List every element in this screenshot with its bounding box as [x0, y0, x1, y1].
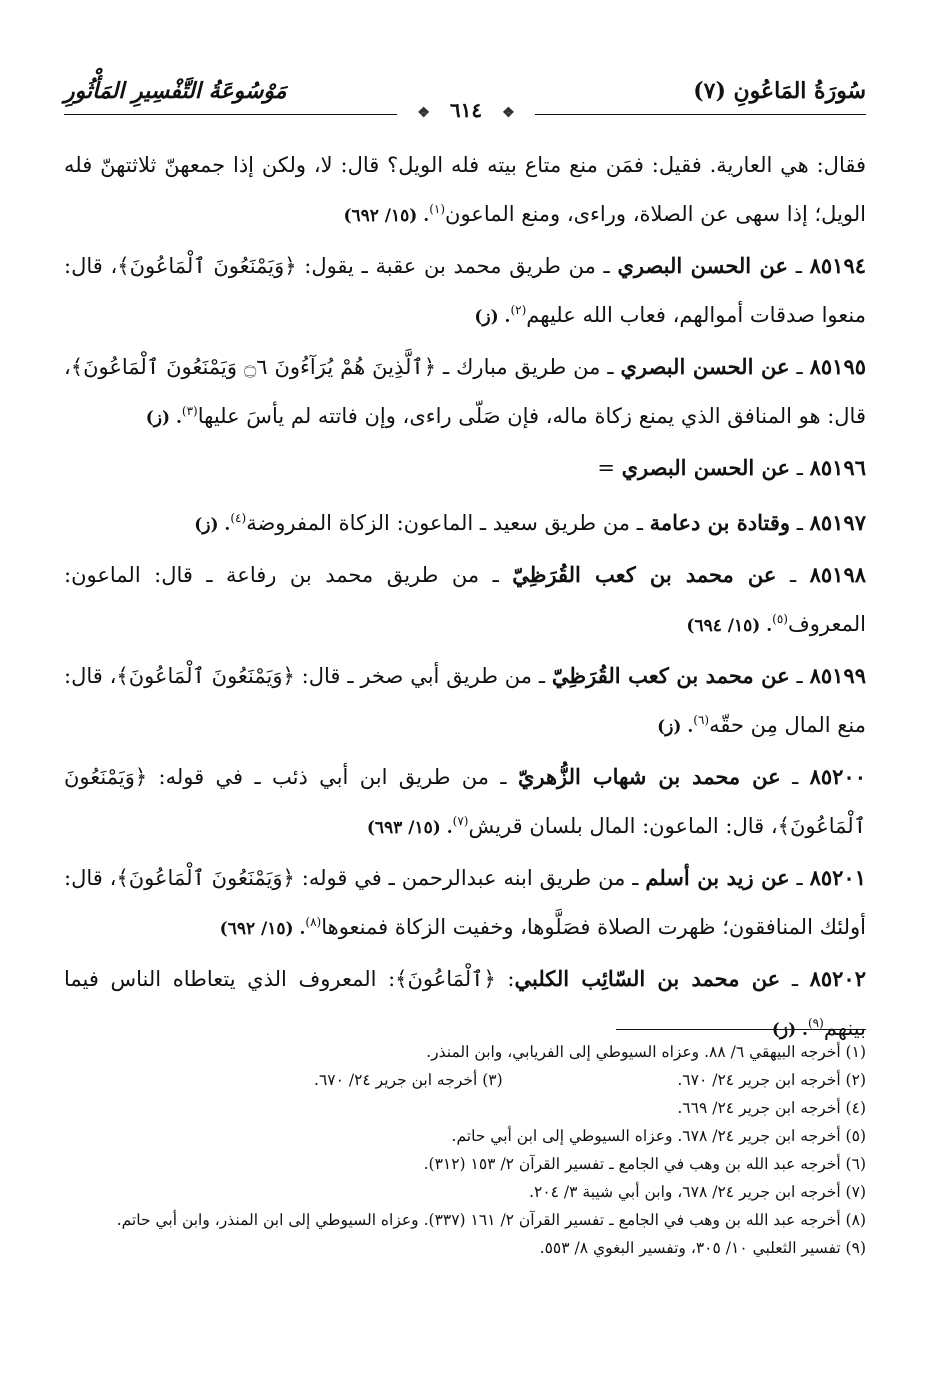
volume-reference: . (ز) [194, 515, 231, 535]
footnote-marker: (٦) [693, 713, 710, 727]
narration-item: ٨٥١٩٨ ـ عن محمد بن كعب القُرَظِيّ ـ من طريق محمد بن رفاعة ـ قال: الماعون: المعروف$^{(٥)}$. (١٥/ ٦٩٤) [64, 562, 867, 636]
footnote-row [64, 1066, 866, 1094]
footnotes [64, 1038, 866, 1262]
narrator-name: عن زيد بن أسلم [645, 865, 790, 890]
book-title: مَوْسُوعَةُ التَّفْسِيرِ المَأْثُورِ [64, 78, 287, 104]
footnote: (٦) أخرجه عبد الله بن وهب في الجامع ـ تفسير القرآن ٢/ ١٥٣ (٣١٢). [423, 1155, 866, 1173]
footnote-marker: (٩) [807, 1016, 824, 1030]
narration-number: ٨٥١٩٧ [809, 510, 866, 535]
ornament-icon: ❖ [492, 105, 525, 121]
paragraph-text: فقال: هي العارية. فقيل: فمَن منع متاع بيته فله الويل؟ قال: لا، ولكن إذا جمعهنّ ثلاثتهنّ فله الويل؛ إذا سهى عن الصلاة، وراءى، ومنع الماعون [64, 153, 866, 226]
narration-text: : ﴿ٱلْمَاعُونَ﴾: المعروف الذي يتعاطاه الناس فيما بينهم [64, 967, 866, 1040]
page-number-row [0, 98, 932, 122]
footnote-marker: (٢) [510, 303, 527, 317]
footnote: (٢) أخرجه ابن جرير ٢٤/ ٦٧٠. [677, 1071, 866, 1089]
narrator-name: عن الحسن البصري [617, 253, 788, 278]
volume-reference: . (ز) [474, 307, 511, 327]
narrator-name: عن محمد بن كعب القُرَظِيّ [551, 663, 790, 688]
footnote: (٨) أخرجه عبد الله بن وهب في الجامع ـ تفسير القرآن ٢/ ١٦١ (٣٣٧). وعزاه السيوطي إلى ابن المنذر، وابن أبي حاتم. [116, 1211, 866, 1229]
narrator-name: عن محمد بن شهاب الزُّهريّ [517, 764, 781, 789]
ornament-icon: ❖ [407, 105, 440, 121]
footnote: (٥) أخرجه ابن جرير ٢٤/ ٦٧٨. وعزاه السيوطي إلى ابن أبي حاتم. [451, 1127, 866, 1145]
volume-reference: . (١٥/ ٦٩٢) [219, 919, 306, 939]
narration-text: ـ من طريق مبارك ـ ﴿ٱلَّذِينَ هُمْ يُرَآءُونَ ۝٦ وَيَمْنَعُونَ ٱلْمَاعُونَ﴾، قال: هو المنافق الذي يمنع زكاة ماله، فإن صَلّى راءى، وإن فاتته لم يأسَ عليها [64, 355, 866, 428]
footnote: (٤) أخرجه ابن جرير ٢٤/ ٦٦٩. [677, 1099, 866, 1117]
surah-title: سُورَةُ المَاعُونِ (٧) [693, 78, 866, 104]
narration-text: ـ من طريق ابن أبي ذئب ـ في قوله: ﴿وَيَمْنَعُونَ ٱلْمَاعُونَ﴾، قال: الماعون: المال بلسان قريش [64, 765, 866, 838]
narration-text: ـ من طريق أبي صخر ـ قال: ﴿وَيَمْنَعُونَ ٱلْمَاعُونَ﴾، قال: منع المال مِن حقّه [64, 664, 866, 737]
narration-item: ٨٥١٩٥ ـ عن الحسن البصري ـ من طريق مبارك ـ ﴿ٱلَّذِينَ هُمْ يُرَآءُونَ ۝٦ وَيَمْنَعُونَ ٱلْمَاعُونَ﴾، قال: هو المنافق الذي يمنع زكاة ماله، فإن صَلّى راءى، وإن فاتته لم يأسَ عليها$^{(٣)}$. (ز) [64, 354, 867, 428]
volume-reference: . (ز) [657, 717, 694, 737]
narration-item: ٨٥١٩٤ ـ عن الحسن البصري ـ من طريق محمد بن عقبة ـ يقول: ﴿وَيَمْنَعُونَ ٱلْمَاعُونَ﴾، قال: منعوا صدقات أموالهم، فعاب الله عليهم$^{(٢)}$. (ز) [64, 253, 867, 327]
footnote: (٣) أخرجه ابن جرير ٢٤/ ٦٧٠. [314, 1071, 503, 1089]
volume-reference: . (١٥/ ٦٩٢) [343, 206, 430, 226]
footnote-marker: (٥) [772, 612, 788, 626]
paragraph [64, 143, 866, 238]
volume-reference: . (ز) [771, 1020, 808, 1040]
narration-number: ٨٥١٩٥ [809, 354, 867, 379]
narration-text: ـ من طريق محمد بن رفاعة ـ قال: الماعون: المعروف [64, 563, 866, 636]
narration-text: ـ من طريق ابنه عبدالرحمن ـ في قوله: ﴿وَيَمْنَعُونَ ٱلْمَاعُونَ﴾، قال: أولئك المنافقون؛ ظهرت الصلاة فصَلَّوها، وخفيت الزكاة فمنعوها [64, 866, 866, 939]
footnote-marker: (٣) [181, 404, 198, 418]
narration-item: ٨٥١٩٦ ـ عن الحسن البصري = [597, 455, 866, 480]
narration-number: ٨٥٢٠١ [809, 865, 866, 890]
narrator-name: عن محمد بن كعب القُرَظِيّ [512, 562, 777, 587]
page-number: ٦١٤ [440, 98, 492, 122]
narrator-name: وقتادة بن دعامة [649, 510, 791, 535]
narrator-name: عن الحسن البصري [621, 455, 791, 480]
narration-number: ٨٥٢٠٠ [809, 764, 866, 789]
narration-item: ٨٥١٩٧ ـ وقتادة بن دعامة ـ من طريق سعيد ـ الماعون: الزكاة المفروضة$^{(٤)}$. (ز) [194, 510, 866, 535]
footnote-separator [616, 1029, 866, 1030]
narrator-name: عن الحسن البصري [620, 354, 790, 379]
footnote-marker: (٨) [305, 915, 322, 929]
narration-text: ـ من طريق سعيد ـ الماعون: الزكاة المفروضة [246, 511, 650, 535]
main-text [64, 143, 866, 1058]
narration-item: ٨٥٢٠١ ـ عن زيد بن أسلم ـ من طريق ابنه عبدالرحمن ـ في قوله: ﴿وَيَمْنَعُونَ ٱلْمَاعُونَ﴾، قال: أولئك المنافقون؛ ظهرت الصلاة فصَلَّوها، وخفيت الزكاة فمنعوها$^{(٨)}$. (١٥/ ٦٩٢) [64, 865, 866, 939]
narration-item: ٨٥٢٠٠ ـ عن محمد بن شهاب الزُّهريّ ـ من طريق ابن أبي ذئب ـ في قوله: ﴿وَيَمْنَعُونَ ٱلْمَاعُونَ﴾، قال: الماعون: المال بلسان قريش$^{(٧)}$. (١٥/ ٦٩٣) [64, 764, 866, 838]
narration-item: ٨٥٢٠٢ ـ عن محمد بن السّائِب الكلبي: ﴿ٱلْمَاعُونَ﴾: المعروف الذي يتعاطاه الناس فيما بينهم$^{(٩)}$. (ز) [64, 966, 866, 1040]
narration-number: ٨٥٢٠٢ [809, 966, 866, 991]
volume-reference: . (١٥/ ٦٩٣) [366, 818, 453, 838]
footnote: (٧) أخرجه ابن جرير ٢٤/ ٦٧٨، وابن أبي شيبة ٣/ ٢٠٤. [529, 1183, 866, 1201]
volume-reference: . (١٥/ ٦٩٤) [686, 616, 773, 636]
narration-number: ٨٥١٩٨ [809, 562, 867, 587]
narration-item: ٨٥١٩٩ ـ عن محمد بن كعب القُرَظِيّ ـ من طريق أبي صخر ـ قال: ﴿وَيَمْنَعُونَ ٱلْمَاعُونَ﴾، قال: منع المال مِن حقّه$^{(٦)}$. (ز) [64, 663, 866, 737]
narration-number: ٨٥١٩٩ [809, 663, 866, 688]
footnote: (٩) تفسير الثعلبي ١٠/ ٣٠٥، وتفسير البغوي ٨/ ٥٥٣. [539, 1239, 866, 1257]
footnote-marker: (١) [429, 202, 446, 216]
footnote: (١) أخرجه البيهقي ٦/ ٨٨. وعزاه السيوطي إلى الفريابي، وابن المنذر. [426, 1043, 866, 1061]
footnote-marker: (٧) [452, 814, 469, 828]
volume-reference: . (ز) [145, 408, 182, 428]
narration-text: = [597, 456, 622, 480]
narration-number: ٨٥١٩٤ [809, 253, 867, 278]
narration-text: ـ من طريق محمد بن عقبة ـ يقول: ﴿وَيَمْنَعُونَ ٱلْمَاعُونَ﴾، قال: منعوا صدقات أموالهم، فعاب الله عليهم [64, 254, 866, 327]
narration-number: ٨٥١٩٦ [809, 455, 866, 480]
narrator-name: عن محمد بن السّائِب الكلبي [514, 966, 781, 991]
footnote-marker: (٤) [230, 511, 247, 525]
